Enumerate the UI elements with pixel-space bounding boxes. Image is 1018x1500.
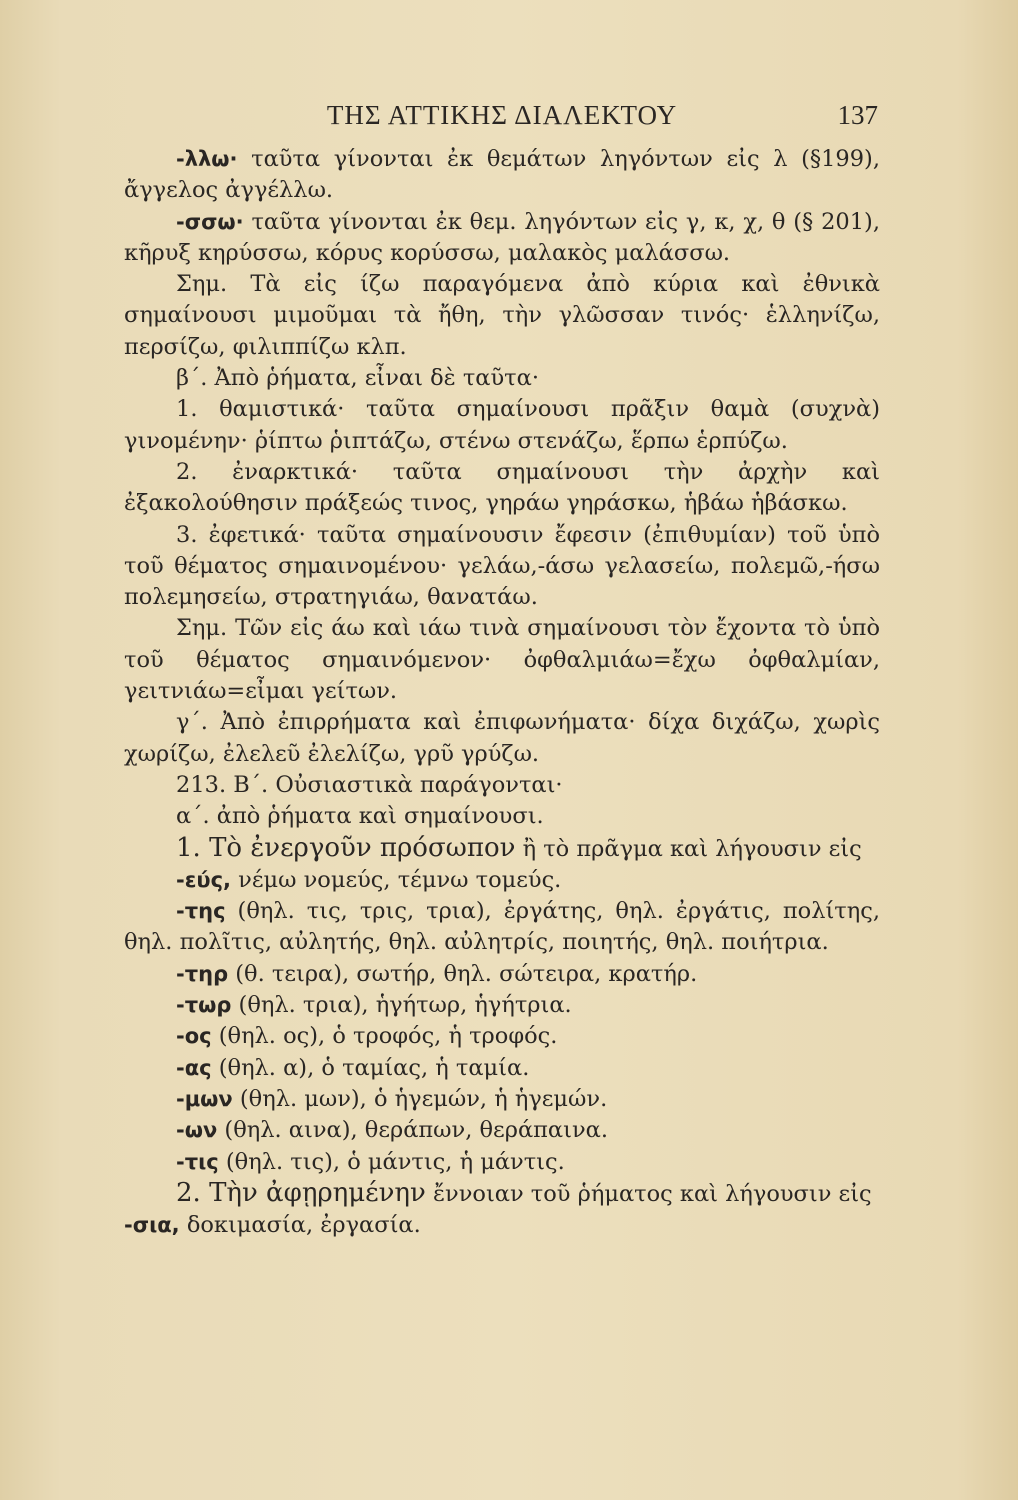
- suffix-text: (θηλ. τις, τρις, τρια), ἐργάτης, θηλ. ἐργάτις, πολίτης, θηλ. πολῖτις, αὐλητής, θηλ. αὐλητρίς, ποιητής, θηλ. ποιήτρια.: [124, 898, 880, 956]
- suffix-entry: [124, 1021, 880, 1052]
- suffix-heading: -εύς,: [176, 867, 232, 892]
- section-number-heading: 213. Β΄. Οὐσιαστικὰ παράγονται·: [176, 771, 563, 798]
- paragraph-text: ταῦτα γίνονται ἐκ θεμ. ληγόντων εἰς γ, κ, χ, θ (§ 201), κῆρυξ κηρύσσω, κόρυς κορύσσω, μαλακὸς μαλάσσω.: [124, 208, 880, 266]
- numbered-heading: 1. Τὸ ἐνεργοῦν πρόσωπον: [176, 832, 516, 863]
- suffix-heading: -της: [176, 899, 226, 924]
- suffix-heading: -ας: [176, 1055, 212, 1080]
- suffix-heading: -ων: [176, 1118, 218, 1143]
- numbered-paragraph: [124, 833, 880, 865]
- suffix-text: δοκιμασία, ἐργασία.: [179, 1212, 421, 1239]
- suffix-text: (θηλ. αινα), θεράπων, θεράπαινα.: [217, 1117, 608, 1144]
- suffix-heading: -τις: [176, 1149, 219, 1174]
- page-header: [126, 100, 878, 140]
- suffix-heading: -σια,: [124, 1213, 180, 1238]
- numbered-paragraph: [124, 1178, 880, 1210]
- suffix-entry: [124, 865, 880, 896]
- suffix-text: (θ. τειρα), σωτήρ, θηλ. σώτειρα, κρατήρ.: [228, 960, 698, 987]
- suffix-text: (θηλ. α), ὁ ταμίας, ἡ ταμία.: [211, 1054, 530, 1081]
- section-heading: β΄. Ἀπὸ ῥήματα, εἶναι δὲ ταῦτα·: [176, 365, 539, 392]
- paragraph: [124, 207, 880, 270]
- running-head: ΤΗΣ ΑΤΤΙΚΗΣ ΔΙΑΛΕΚΤΟΥ: [326, 100, 678, 130]
- paragraph-text: ἔννοιαν τοῦ ῥήματος καὶ λήγουσιν εἰς: [425, 1180, 872, 1207]
- numbered-paragraph: 1. θαμιστικά· ταῦτα σημαίνουσι πρᾶξιν θαμὰ (συχνὰ) γινομένην· ῥίπτω ῥιπτάζω, στένω στενάζω, ἕρπω ἑρπύζω.: [124, 396, 880, 454]
- suffix-heading: -ος: [176, 1024, 212, 1049]
- numbered-heading: 2. Τὴν ἀφῃρημένην: [176, 1177, 426, 1208]
- suffix-entry: [124, 959, 880, 990]
- suffix-entry: [124, 1115, 880, 1146]
- section-heading: α΄. ἀπὸ ῥήματα καὶ σημαίνουσι.: [176, 803, 544, 830]
- suffix-text: (θηλ. τρια), ἡγήτωρ, ἡγήτρια.: [231, 992, 572, 1019]
- body-text: [124, 144, 880, 1241]
- suffix-text: (θηλ. ος), ὁ τροφός, ἡ τροφός.: [211, 1023, 558, 1050]
- suffix-heading: -τηρ: [176, 961, 229, 986]
- paragraph-text: ἢ τὸ πρᾶγμα καὶ λήγουσιν εἰς: [515, 835, 862, 862]
- suffix-entry: [124, 1053, 880, 1084]
- suffix-heading: -λλω·: [176, 147, 238, 171]
- suffix-entry: [124, 1210, 880, 1241]
- suffix-heading: -τωρ: [176, 993, 232, 1018]
- suffix-text: (θηλ. μων), ὁ ἡγεμών, ἡ ἡγεμών.: [232, 1085, 608, 1112]
- section-heading: γ΄. Ἀπὸ ἐπιρρήματα καὶ ἐπιφωνήματα· δίχα διχάζω, χωρὶς χωρίζω, ἐλελεῦ ἐλελίζω, γρῦ γρύζω.: [124, 709, 880, 767]
- paragraph-text: ταῦτα γίνονται ἐκ θεμάτων ληγόντων εἰς λ (§199), ἄγγελος ἀγγέλλω.: [124, 146, 880, 204]
- numbered-paragraph: 3. ἐφετικά· ταῦτα σημαίνουσιν ἔφεσιν (ἐπιθυμίαν) τοῦ ὑπὸ τοῦ θέματος σημαινομένου· γελάω,-άσω γελασείω, πολεμῶ,-ήσω πολεμησείω, στρατηγιάω, θανατάω.: [124, 521, 880, 611]
- numbered-paragraph: 2. ἐναρκτικά· ταῦτα σημαίνουσι τὴν ἀρχὴν καὶ ἐξακολούθησιν πράξεώς τινος, γηράω γηράσκω, ἡβάω ἡβάσκω.: [124, 458, 880, 517]
- note-paragraph: Σημ. Τὰ εἰς ίζω παραγόμενα ἀπὸ κύρια καὶ ἐθνικὰ σημαίνουσι μιμοῦμαι τὰ ἤθη, τὴν γλῶσσαν τινός· ἑλληνίζω, περσίζω, φιλιππίζω κλπ.: [124, 271, 880, 360]
- suffix-heading: -μων: [176, 1086, 233, 1111]
- page-number: 137: [837, 100, 878, 130]
- suffix-entry: [124, 896, 880, 959]
- suffix-entry: [124, 990, 880, 1021]
- suffix-entry: [124, 1147, 880, 1178]
- suffix-heading: -σσω·: [176, 209, 244, 234]
- suffix-text: (θηλ. τις), ὁ μάντις, ἡ μάντις.: [218, 1148, 565, 1175]
- suffix-entry: [124, 1084, 880, 1115]
- paragraph: [124, 144, 880, 207]
- suffix-text: νέμω νομεύς, τέμνω τομεύς.: [231, 866, 562, 893]
- note-paragraph: Σημ. Τῶν εἰς άω καὶ ιάω τινὰ σημαίνουσι τὸν ἔχοντα τὸ ὑπὸ τοῦ θέματος σημαινόμενον· ὀφθαλμιάω=ἔχω ὀφθαλμίαν, γειτνιάω=εἶμαι γείτων.: [124, 615, 880, 705]
